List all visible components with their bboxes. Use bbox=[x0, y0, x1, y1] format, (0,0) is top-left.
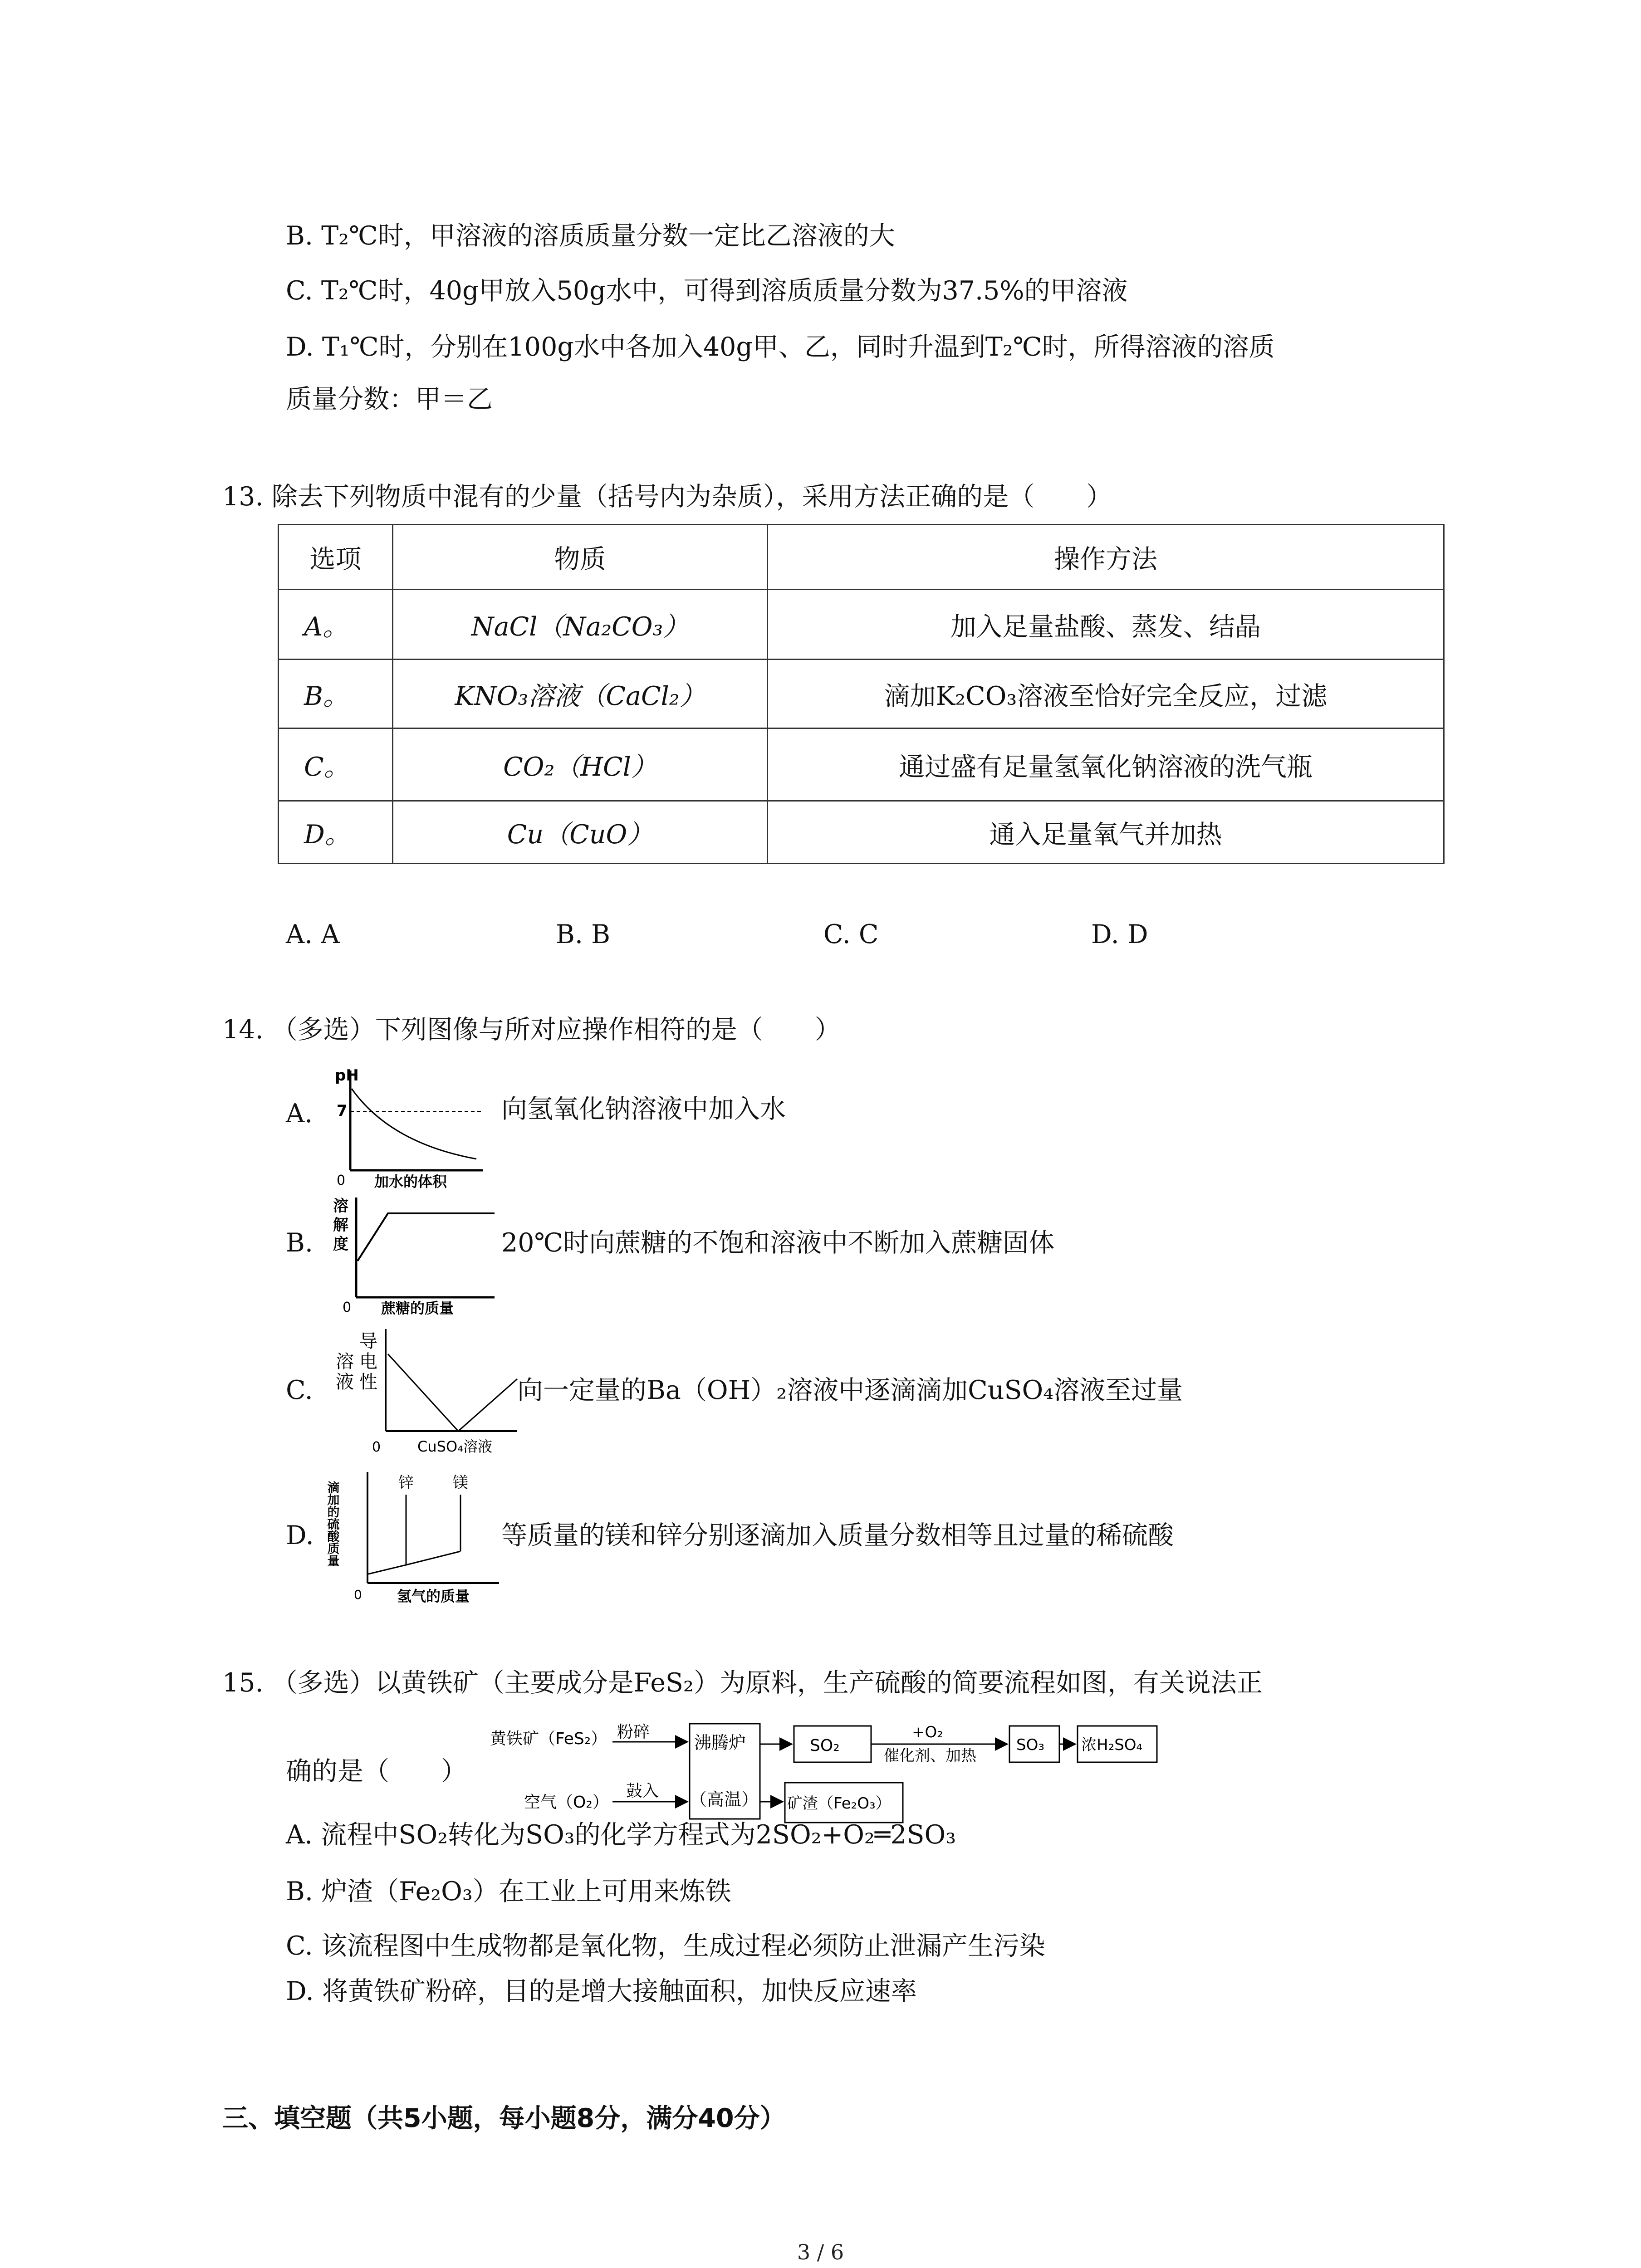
q15-option-d: D. 将黄铁矿粉碎，目的是增大接触面积，加快反应速率 bbox=[286, 1976, 917, 2006]
q15-stem-line1: 15. （多选）以黄铁矿（主要成分是FeS₂）为原料，生产硫酸的简要流程如图，有关说法正 bbox=[222, 1668, 1263, 1698]
graph-c-y-label-a1: 溶 bbox=[336, 1351, 354, 1372]
flow-ore-label: 黄铁矿（FeS₂） bbox=[490, 1730, 607, 1748]
q14-option-d-text: 等质量的镁和锌分别逐滴加入质量分数相等且过量的稀硫酸 bbox=[501, 1520, 1174, 1550]
q14-stem: 14. （多选）下列图像与所对应操作相符的是（ ） bbox=[222, 1015, 841, 1045]
flow-blow-label: 鼓入 bbox=[626, 1782, 659, 1800]
table-cell: Cu（CuO） bbox=[393, 801, 768, 864]
table-cell: B。 bbox=[279, 660, 393, 728]
q13-choice-c: C. C bbox=[823, 919, 879, 949]
q15-option-c: C. 该流程图中生成物都是氧化物，生成过程必须防止泄漏产生污染 bbox=[286, 1931, 1045, 1961]
table-row bbox=[279, 590, 1444, 660]
q13-choice-b: B. B bbox=[556, 919, 611, 949]
q13-stem: 13. 除去下列物质中混有的少量（括号内为杂质），采用方法正确的是（ ） bbox=[222, 482, 1112, 512]
q13-choice-d: D. D bbox=[1091, 919, 1148, 949]
flow-condition-label: 催化剂、加热 bbox=[884, 1747, 976, 1765]
graph-b-x-label: 蔗糖的质量 bbox=[381, 1300, 454, 1317]
table-row bbox=[279, 801, 1444, 864]
q14-graph-d bbox=[327, 1463, 508, 1613]
flow-air-label: 空气（O₂） bbox=[524, 1793, 609, 1812]
graph-c-y-label-b3: 性 bbox=[359, 1372, 377, 1393]
graph-a-y-label: pH bbox=[335, 1066, 359, 1085]
q12-option-b: B. T₂℃时，甲溶液的溶质质量分数一定比乙溶液的大 bbox=[286, 221, 895, 251]
flow-furnace-label: 沸腾炉 bbox=[694, 1733, 746, 1753]
graph-a-origin: 0 bbox=[337, 1173, 346, 1188]
graph-d-x-label: 氢气的质量 bbox=[397, 1588, 470, 1605]
graph-c-y-label-a2: 液 bbox=[336, 1372, 354, 1393]
table-header: 物质 bbox=[393, 525, 768, 590]
graph-c-y-label-b1: 导 bbox=[359, 1331, 377, 1352]
q14-graph-a bbox=[327, 1061, 490, 1188]
graph-d-magnesium-label: 镁 bbox=[453, 1474, 468, 1492]
flow-o2-label: +O₂ bbox=[912, 1723, 943, 1741]
q14-option-d-label: D. bbox=[286, 1520, 314, 1550]
q13-choice-a: A. A bbox=[286, 919, 340, 949]
table-header: 选项 bbox=[279, 525, 393, 590]
flow-crush-label: 粉碎 bbox=[617, 1723, 650, 1741]
flow-furnace-condition: （高温） bbox=[690, 1789, 759, 1809]
table-cell: 加入足量盐酸、蒸发、结晶 bbox=[768, 590, 1444, 660]
graph-c-y-label-b2: 电 bbox=[359, 1351, 377, 1372]
section-3-heading: 三、填空题（共5小题，每小题8分，满分40分） bbox=[222, 2103, 786, 2133]
flow-acid-label: 浓H₂SO₄ bbox=[1081, 1736, 1143, 1754]
table-cell: C。 bbox=[279, 728, 393, 801]
q14-option-c-text: 向一定量的Ba（OH）₂溶液中逐滴滴加CuSO₄溶液至过量 bbox=[517, 1375, 1183, 1405]
q15-option-a: A. 流程中SO₂转化为SO₃的化学方程式为2SO₂+O₂═2SO₃ bbox=[286, 1820, 956, 1850]
graph-a-x-label: 加水的体积 bbox=[374, 1173, 447, 1190]
table-header-row bbox=[279, 525, 1444, 590]
q13-table bbox=[278, 524, 1445, 864]
table-cell: NaCl（Na₂CO₃） bbox=[393, 590, 768, 660]
page-number: 3 / 6 bbox=[797, 2240, 844, 2264]
graph-d-origin: 0 bbox=[354, 1587, 362, 1602]
graph-d-y-label: 滴加的硫酸质量 bbox=[325, 1481, 339, 1567]
flow-slag-label: 矿渣（Fe₂O₃） bbox=[787, 1794, 891, 1813]
q14-graph-b bbox=[327, 1188, 499, 1317]
q12-option-d-line1: D. T₁℃时，分别在100g水中各加入40g甲、乙，同时升温到T₂℃时，所得溶液的溶质 bbox=[286, 332, 1275, 362]
table-cell: A。 bbox=[279, 590, 393, 660]
q14-option-a-label: A. bbox=[286, 1099, 313, 1129]
table-cell: KNO₃溶液（CaCl₂） bbox=[393, 660, 768, 728]
q15-option-b: B. 炉渣（Fe₂O₃）在工业上可用来炼铁 bbox=[286, 1877, 731, 1906]
q14-option-c-label: C. bbox=[286, 1375, 313, 1405]
flow-so2-label: SO₂ bbox=[810, 1736, 840, 1755]
graph-b-y-label-3: 度 bbox=[333, 1235, 348, 1253]
q14-option-b-label: B. bbox=[286, 1228, 314, 1258]
table-row bbox=[279, 660, 1444, 728]
q14-graph-c bbox=[327, 1315, 526, 1465]
table-cell: 通入足量氧气并加热 bbox=[768, 801, 1444, 864]
graph-b-y-label-2: 解 bbox=[333, 1216, 348, 1234]
graph-c-origin: 0 bbox=[372, 1439, 381, 1455]
q15-stem-line2: 确的是（ ） bbox=[286, 1756, 467, 1786]
table-cell: D。 bbox=[279, 801, 393, 864]
graph-d-zinc-label: 锌 bbox=[398, 1474, 414, 1492]
q12-option-c: C. T₂℃时，40g甲放入50g水中，可得到溶质质量分数为37.5%的甲溶液 bbox=[286, 276, 1128, 306]
q14-option-a-text: 向氢氧化钠溶液中加入水 bbox=[501, 1094, 786, 1124]
q12-option-d-line2: 质量分数：甲＝乙 bbox=[286, 384, 493, 414]
table-cell: 滴加K₂CO₃溶液至恰好完全反应，过滤 bbox=[768, 660, 1444, 728]
graph-b-y-label-1: 溶 bbox=[333, 1197, 348, 1215]
flow-so3-label: SO₃ bbox=[1016, 1736, 1044, 1754]
table-row bbox=[279, 728, 1444, 801]
table-cell: CO₂（HCl） bbox=[393, 728, 768, 801]
graph-a-tick-7: 7 bbox=[337, 1102, 348, 1120]
graph-b-origin: 0 bbox=[343, 1300, 352, 1315]
q14-option-b-text: 20℃时向蔗糖的不饱和溶液中不断加入蔗糖固体 bbox=[501, 1228, 1055, 1258]
table-cell: 通过盛有足量氢氧化钠溶液的洗气瓶 bbox=[768, 728, 1444, 801]
table-header: 操作方法 bbox=[768, 525, 1444, 590]
graph-c-x-label: CuSO₄溶液 bbox=[417, 1438, 492, 1455]
